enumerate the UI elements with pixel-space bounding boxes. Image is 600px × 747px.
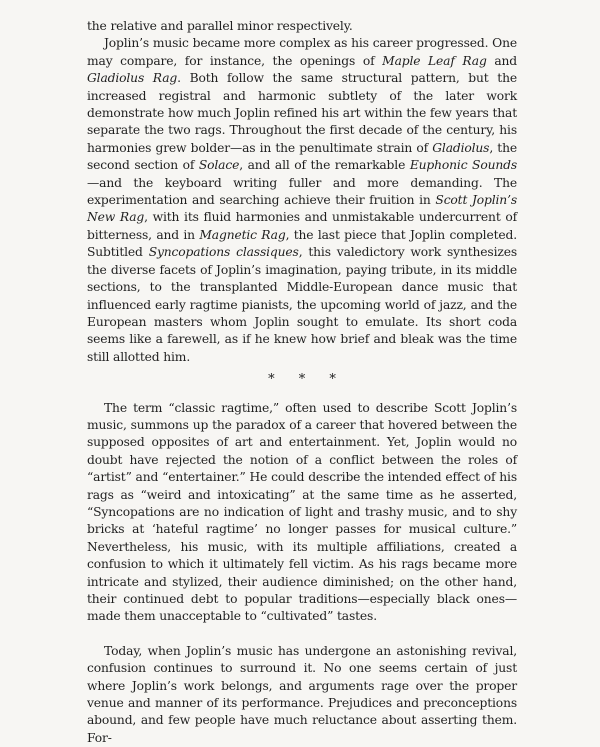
text-run: , with its fluid harmonies and unmistakable undercurrent of bitterness, and in — [87, 210, 517, 242]
italic-title-run: Magnetic Rag — [199, 227, 286, 242]
italic-title-run: Solace — [198, 158, 240, 173]
italic-title-run: Gladiolus — [432, 140, 490, 155]
italic-title-run: Euphonic Sounds — [409, 158, 518, 173]
section-break-ornament: * * * — [268, 372, 346, 388]
text-run: , the last piece that Joplin completed. Subtitled — [87, 227, 517, 260]
italic-title-run: Syncopations classiques — [148, 245, 299, 260]
paragraph-2 — [87, 35, 517, 366]
italic-title-run: Maple Leaf Rag — [382, 53, 487, 68]
text-run: and — [486, 53, 518, 68]
text-run: The term “classic ragtime,” often used to describe Scott Joplin’s music, summons up the paradox of a career that hovered between the supposed opposites of art and entertainment. Yet, Joplin would no doubt have rejected the notion of a conflict between the roles of “artist” and “entertainer.” He could describe the intended effect of his rags as “weird and intoxicating” at the same time as he asserted, “Syncopations are no indication of light and trashy music, and to shy bricks at ‘hateful ragtime’ no longer passes for musical culture.” Nevertheless, his music, with its multiple affiliations, created a confusion to which it ultimately fell victim. As his rags became more intricate and stylized, their audience diminished; on the other hand, their continued debt to popular traditions—especially black ones—made them unacceptable to “cultivated” tastes. — [87, 400, 517, 624]
paragraph-3 — [87, 400, 517, 626]
paragraph-1 — [87, 18, 517, 35]
text-run: , and all of the remarkable — [239, 158, 410, 173]
italic-title-run: Gladiolus Rag — [87, 71, 178, 86]
text-run: . Both follow the same structural pattern, but the increased registral and harmonic subtlety of the later work demonstrate how much Joplin refined his art within the few years that separate the two rags. Throughout the first decade of the century, his harmonies grew bolder—as in the penultimate strain of — [87, 71, 517, 155]
italic-title-run: Scott Joplin’s New Rag — [87, 193, 517, 225]
text-run: —and the keyboard writing fuller and more demanding. The experimentation and searching achieve their fruition in — [87, 175, 517, 208]
text-run: Joplin’s music became more complex as his career progressed. One may compare, for instance, the openings of — [87, 36, 517, 68]
text-run: Today, when Joplin’s music has undergone an astonishing revival, confusion continues to surround it. No one seems certain of just where Joplin’s work belongs, and arguments rage over the proper venue and manner of its performance. Prejudices and preconceptions abound, and few people have much reluctance about asserting them. For- — [87, 643, 517, 745]
paragraph-4 — [87, 643, 517, 747]
document-page — [87, 18, 517, 747]
text-run: the relative and parallel minor respectively. — [87, 19, 353, 33]
text-run: , the second section of — [87, 140, 517, 173]
text-run: , this valedictory work synthesizes the diverse facets of Joplin’s imagination, paying tribute, in its middle sections, to the transplanted Middle-European dance music that influenced early ragtime pianists, the upcoming world of jazz, and the European masters whom Joplin sought to emulate. Its short coda seems like a farewell, as if he knew how brief and bleak was the time still allotted him. — [87, 245, 517, 364]
